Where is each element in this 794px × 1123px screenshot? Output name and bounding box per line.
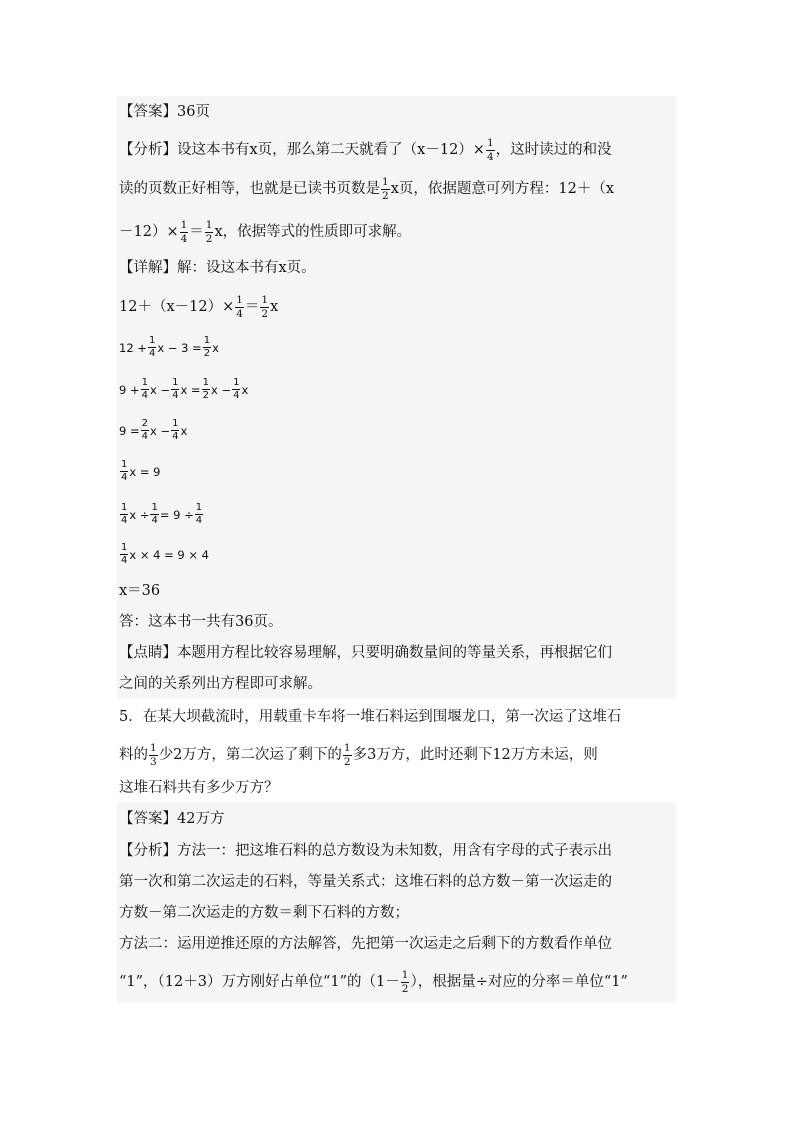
analysis-text-3c: x，依据等式的性质即可求解。 [214, 224, 412, 240]
analysis-text-1: 【分析】设这本书有x页，那么第二天就看了（x－12）× [119, 142, 485, 158]
fraction-two-quarters: $\frac{2}{4}$ [141, 418, 148, 442]
fraction-one-half: $\frac{1}{2}$ [205, 219, 213, 245]
equation-7: $\frac{1}{4}$ x × 4 = 9 × 4 [121, 542, 209, 566]
fraction-one-half: $\frac{1}{2}$ [202, 377, 209, 401]
question-5-line-3: 这堆石料共有多少万方？ [119, 780, 279, 796]
analysis2-line-5: “1”，（12＋3）万方刚好占单位“1”的（1－ $\frac{1}{2}$ ），根据量÷对应的分率＝单位“1” [119, 969, 628, 995]
fraction-one-quarter: $\frac{1}{4}$ [180, 219, 188, 245]
question-5-line-1: 5．在某大坝截流时，用载重卡车将一堆石料运到围堰龙口，第一次运了这堆石 [119, 709, 622, 725]
fraction-one-quarter: $\frac{1}{4}$ [195, 502, 203, 526]
equation-6: $\frac{1}{4}$ x ÷ $\frac{1}{4}$ = 9 ÷ $\frac{1}{4}$ [121, 502, 203, 526]
fraction-one-quarter: $\frac{1}{4}$ [148, 335, 156, 359]
fraction-one-quarter: $\frac{1}{4}$ [233, 377, 240, 401]
fraction-one-quarter: $\frac{1}{4}$ [121, 542, 128, 566]
analysis-line-2 [119, 177, 675, 201]
answer-line-2: 【答案】42万方 [119, 811, 225, 827]
detail-line [119, 258, 675, 278]
result-line: x＝36 [119, 583, 161, 599]
question-5-line-2: 料的 $\frac{1}{3}$ 少2万方，第二次运了剩下的 $\frac{1}{2}$ 多3万方，此时还剩下12万方未运，则 [119, 742, 598, 768]
analysis2-line-4: 方法二：运用逆推还原的方法解答，先把第一次运走之后剩下的方数看作单位 [119, 936, 612, 952]
analysis-text-1b: ，这时读过的和没 [495, 142, 612, 158]
fraction-one-half: $\frac{1}{2}$ [203, 335, 211, 359]
reply-line: 答：这本书一共有36页。 [119, 614, 283, 630]
analysis2-line-3: 方数－第二次运走的方数＝剩下石料的方数； [119, 905, 409, 921]
detail-text: 【详解】解：设这本书有x页。 [119, 260, 316, 276]
fraction-one-half: $\frac{1}{2}$ [343, 742, 351, 768]
analysis-text-2b: x页，依据题意可列方程：12＋（x [390, 181, 614, 197]
comment-line-2: 之间的关系列出方程即可求解。 [119, 676, 322, 692]
answer-line [119, 102, 675, 122]
fraction-one-quarter: $\frac{1}{4}$ [121, 459, 128, 483]
fraction-one-half: $\frac{1}{2}$ [261, 294, 269, 320]
analysis-text-3b: ＝ [189, 224, 204, 240]
fraction-one-quarter: $\frac{1}{4}$ [172, 418, 179, 442]
equation-2: 12 + $\frac{1}{4}$ x − 3 = $\frac{1}{2}$ x [119, 335, 219, 359]
equation-4: 9 = $\frac{2}{4}$ x − $\frac{1}{4}$ x [119, 418, 188, 442]
equation-1: 12＋（x－12）× $\frac{1}{4}$ ＝ $\frac{1}{2}$ x [119, 294, 279, 320]
fraction-one-half: $\frac{1}{2}$ [382, 176, 389, 202]
equation-5: $\frac{1}{4}$ x = 9 [121, 459, 161, 483]
fraction-one-quarter: $\frac{1}{4}$ [172, 377, 179, 401]
fraction-one-half: $\frac{1}{2}$ [401, 969, 409, 995]
analysis-text-2a: 读的页数正好相等，也就是已读书页数是 [119, 181, 380, 197]
analysis-text-3a: －12）× [119, 224, 179, 240]
fraction-one-third: $\frac{1}{3}$ [150, 742, 157, 768]
answer-text: 【答案】36页 [119, 104, 210, 120]
fraction-one-quarter: $\frac{1}{4}$ [486, 137, 494, 163]
fraction-one-quarter: $\frac{1}{4}$ [121, 502, 128, 526]
analysis2-line-2: 第一次和第二次运走的石料，等量关系式：这堆石料的总方数－第一次运走的 [119, 874, 612, 890]
fraction-one-quarter: $\frac{1}{4}$ [236, 294, 243, 320]
fraction-one-quarter: $\frac{1}{4}$ [141, 377, 148, 401]
fraction-one-quarter: $\frac{1}{4}$ [151, 502, 158, 526]
equation-3: 9 + $\frac{1}{4}$ x − $\frac{1}{4}$ x = $\frac{1}{2}$ x − $\frac{1}{4}$ x [119, 377, 249, 401]
analysis2-line-1: 【分析】方法一：把这堆石料的总方数设为未知数，用含有字母的式子表示出 [119, 843, 612, 859]
analysis-line-1 [119, 138, 675, 162]
analysis-line-3 [119, 220, 675, 244]
comment-line-1: 【点睛】本题用方程比较容易理解，只要明确数量间的等量关系，再根据它们 [119, 645, 612, 661]
